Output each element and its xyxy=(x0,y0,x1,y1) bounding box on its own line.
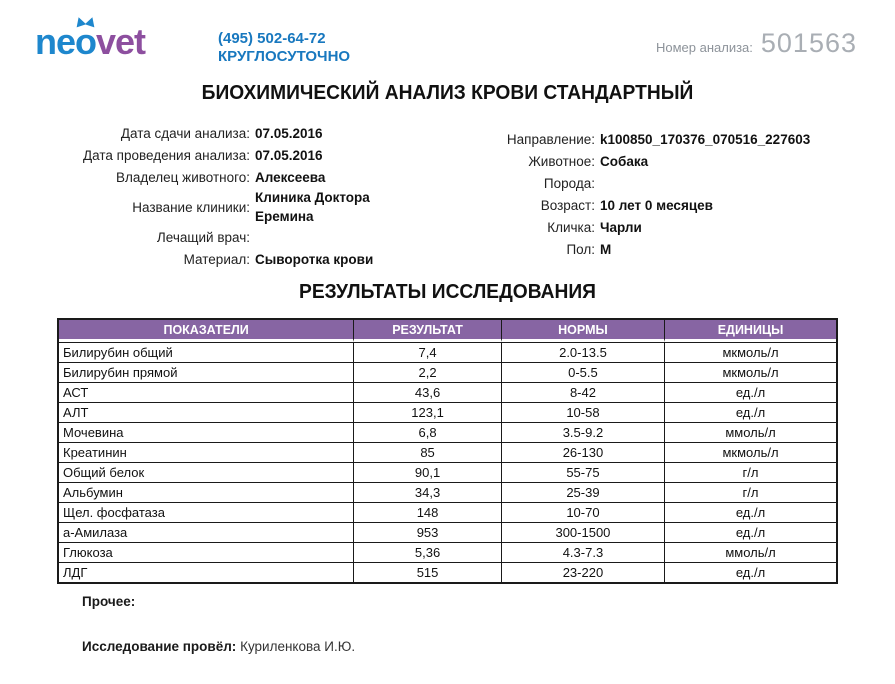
cell-result: 123,1 xyxy=(354,402,502,422)
info-value: Алексеева xyxy=(255,169,326,185)
table-row xyxy=(59,502,836,522)
info-label: Владелец животного: xyxy=(115,169,250,185)
cell-unit: ммоль/л xyxy=(665,422,836,442)
cell-indicator: АЛТ xyxy=(59,402,354,422)
table-row xyxy=(59,522,836,542)
info-label: Пол: xyxy=(566,241,595,257)
info-row xyxy=(495,150,860,172)
info-label: Кличка: xyxy=(547,219,595,235)
column-header-norms: НОРМЫ xyxy=(502,320,665,342)
patient-info-left xyxy=(62,122,407,270)
cell-indicator: Общий белок xyxy=(59,462,354,482)
info-row xyxy=(62,166,407,188)
info-value: Клиника Доктора Еремина xyxy=(255,190,370,224)
cell-result: 148 xyxy=(354,502,502,522)
table-row xyxy=(59,362,836,382)
cell-result: 90,1 xyxy=(354,462,502,482)
cell-indicator: Альбумин xyxy=(59,482,354,502)
table-row xyxy=(59,462,836,482)
cell-result: 43,6 xyxy=(354,382,502,402)
cell-indicator: ЛДГ xyxy=(59,562,354,582)
cell-unit: г/л xyxy=(665,462,836,482)
info-label: Материал: xyxy=(183,251,250,267)
info-label: Животное: xyxy=(528,153,595,169)
logo-text-ne: ne xyxy=(35,21,76,62)
results-table-header xyxy=(59,320,836,342)
cell-unit: мкмоль/л xyxy=(665,442,836,462)
table-row xyxy=(59,342,836,362)
cell-norm: 23-220 xyxy=(502,562,665,582)
info-row xyxy=(495,194,860,216)
cell-norm: 26-130 xyxy=(502,442,665,462)
document-title: БИОХИМИЧЕСКИЙ АНАЛИЗ КРОВИ СТАНДАРТНЫЙ xyxy=(201,82,694,104)
info-label: Лечащий врач: xyxy=(156,229,250,245)
info-row xyxy=(62,226,407,248)
info-row xyxy=(62,188,407,226)
cell-unit: г/л xyxy=(665,482,836,502)
column-header-result: РЕЗУЛЬТАТ xyxy=(354,320,502,342)
info-label: Дата сдачи анализа: xyxy=(120,125,250,141)
info-value: Чарли xyxy=(600,219,642,235)
cell-norm: 10-58 xyxy=(502,402,665,422)
cell-indicator: Мочевина xyxy=(59,422,354,442)
cell-unit: ед./л xyxy=(665,562,836,582)
cell-norm: 55-75 xyxy=(502,462,665,482)
info-label: Возраст: xyxy=(540,197,595,213)
analysis-number-label: Номер анализа: xyxy=(655,40,753,55)
results-table-body xyxy=(59,342,836,582)
cell-norm: 4.3-7.3 xyxy=(502,542,665,562)
info-label: Направление: xyxy=(506,131,595,147)
cell-result: 7,4 xyxy=(354,342,502,362)
info-row xyxy=(495,172,860,194)
cell-unit: мкмоль/л xyxy=(665,342,836,362)
cell-norm: 0-5.5 xyxy=(502,362,665,382)
examiner-line xyxy=(82,639,355,654)
neovet-logo xyxy=(35,20,145,64)
cell-norm: 3.5-9.2 xyxy=(502,422,665,442)
cell-indicator: Щел. фосфатаза xyxy=(59,502,354,522)
table-row xyxy=(59,542,836,562)
cell-result: 2,2 xyxy=(354,362,502,382)
info-label: Дата проведения анализа: xyxy=(83,147,250,163)
info-row xyxy=(62,144,407,166)
other-label: Прочее: xyxy=(82,594,136,609)
phone-number: (495) 502-64-72 xyxy=(218,30,326,47)
info-row xyxy=(495,216,860,238)
info-row xyxy=(495,128,860,150)
cell-unit: ед./л xyxy=(665,502,836,522)
logo-text-vet: vet xyxy=(96,21,146,62)
cell-unit: мкмоль/л xyxy=(665,362,836,382)
cell-unit: ед./л xyxy=(665,382,836,402)
info-value: k100850_170376_070516_227603 xyxy=(600,131,811,147)
info-row xyxy=(495,238,860,260)
column-header-units: ЕДИНИЦЫ xyxy=(665,320,836,342)
info-label: Порода: xyxy=(543,175,595,191)
cell-indicator: Креатинин xyxy=(59,442,354,462)
results-section-title: РЕЗУЛЬТАТЫ ИССЛЕДОВАНИЯ xyxy=(299,281,596,303)
table-row xyxy=(59,422,836,442)
cell-norm: 2.0-13.5 xyxy=(502,342,665,362)
cell-unit: ммоль/л xyxy=(665,542,836,562)
patient-info-right xyxy=(495,128,860,260)
cell-indicator: АСТ xyxy=(59,382,354,402)
cell-unit: ед./л xyxy=(665,522,836,542)
cell-norm: 10-70 xyxy=(502,502,665,522)
info-value: 10 лет 0 месяцев xyxy=(600,197,713,213)
info-value: Сыворотка крови xyxy=(255,251,374,267)
cell-indicator: а-Амилаза xyxy=(59,522,354,542)
cell-norm: 8-42 xyxy=(502,382,665,402)
cell-result: 6,8 xyxy=(354,422,502,442)
cell-indicator: Глюкоза xyxy=(59,542,354,562)
cell-unit: ед./л xyxy=(665,402,836,422)
table-row xyxy=(59,382,836,402)
column-header-indicators: ПОКАЗАТЕЛИ xyxy=(59,320,354,342)
cell-result: 34,3 xyxy=(354,482,502,502)
examiner-label: Исследование провёл: xyxy=(82,639,237,654)
clinic-phone-block xyxy=(218,30,350,66)
cell-result: 5,36 xyxy=(354,542,502,562)
info-row xyxy=(62,122,407,144)
cell-result: 515 xyxy=(354,562,502,582)
info-label: Название клиники: xyxy=(132,199,250,215)
cell-indicator: Билирубин прямой xyxy=(59,362,354,382)
cell-result: 85 xyxy=(354,442,502,462)
table-row xyxy=(59,442,836,462)
info-value: М xyxy=(600,241,612,257)
cat-ears-icon: o xyxy=(75,21,97,62)
examiner-value: Куриленкова И.Ю. xyxy=(240,639,356,654)
info-row xyxy=(62,248,407,270)
table-row xyxy=(59,402,836,422)
phone-subtitle: КРУГЛОСУТОЧНО xyxy=(218,48,351,65)
table-row xyxy=(59,562,836,582)
cell-norm: 300-1500 xyxy=(502,522,665,542)
analysis-number-block xyxy=(656,28,857,59)
cell-norm: 25-39 xyxy=(502,482,665,502)
analysis-number-value: 501563 xyxy=(760,28,857,58)
info-value: Собака xyxy=(600,153,649,169)
results-table xyxy=(57,318,838,584)
table-row xyxy=(59,482,836,502)
cell-result: 953 xyxy=(354,522,502,542)
info-value: 07.05.2016 xyxy=(255,125,323,141)
cell-indicator: Билирубин общий xyxy=(59,342,354,362)
info-value: 07.05.2016 xyxy=(255,147,323,163)
